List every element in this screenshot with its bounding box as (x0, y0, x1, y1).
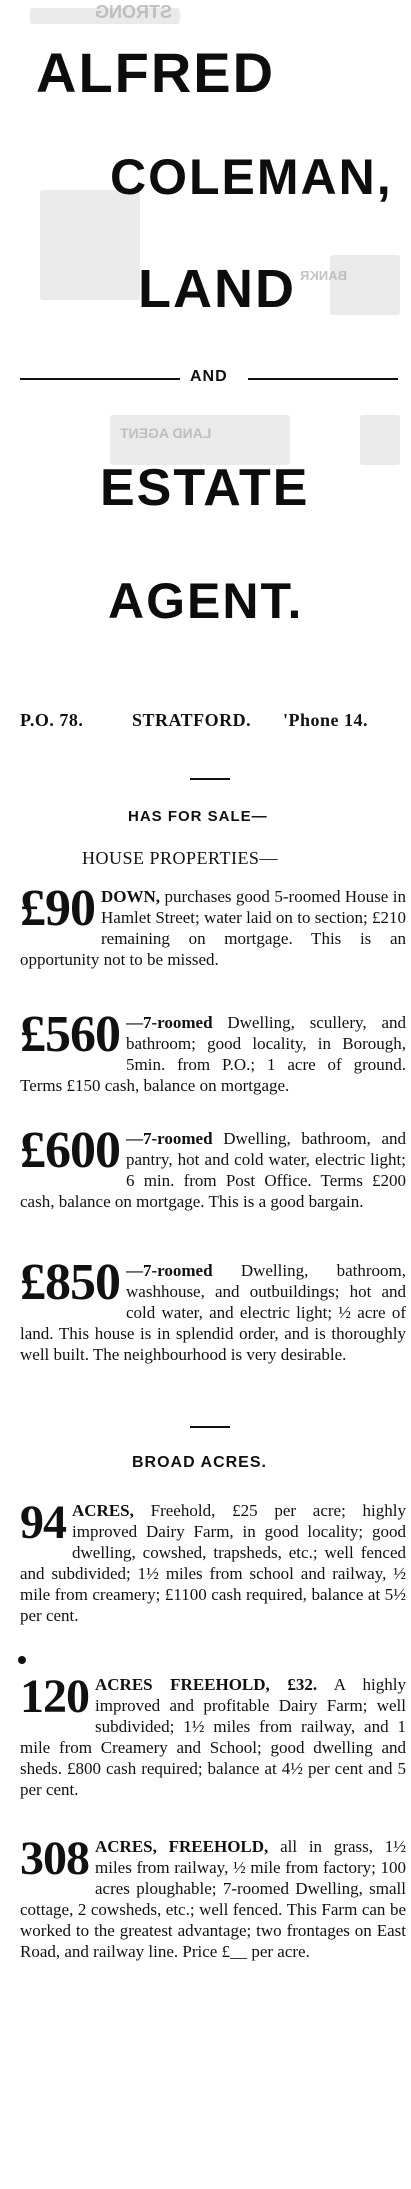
header-estate: ESTATE (100, 459, 310, 517)
ink-smudge (40, 190, 140, 300)
bleed-through-text: STRONG (95, 2, 173, 22)
header-name-first: ALFRED (36, 41, 276, 104)
bleed-through-text: LAND AGENT (120, 425, 212, 441)
ink-smudge (330, 255, 400, 315)
bleed-through-text: BANKR (300, 268, 347, 283)
listing-text: ACRES, Freehold, £25 per acre; highly improved Dairy Farm, in good locality; good dwelling, cowshed, trapsheds, etc.; well fenced and subdivided; 1½ miles from school and railway, ½ mile from creamery; £1100 cash required, balance at 5½ per cent. (20, 1501, 407, 1625)
divider-left (20, 378, 180, 380)
ink-smudge (360, 415, 400, 465)
listing-text: DOWN, purchases good 5-roomed House in Hamlet Street; water laid on to section; £210 remaining on mortgage. This is an opportunity not to be missed. (20, 887, 406, 969)
farm-listing (20, 1832, 407, 1962)
house-properties-heading: HOUSE PROPERTIES— (82, 848, 278, 868)
listing-acreage: 120 (20, 1670, 89, 1723)
header-name-last: COLEMAN, (110, 149, 393, 205)
house-listing (20, 1122, 406, 1212)
town: STRATFORD. (132, 710, 252, 730)
listing-text: ACRES FREEHOLD, £32. A highly improved and profitable Dairy Farm; well subdivided; 1½ miles from railway, and 1 mile from Creamery and School; good dwelling and sheds. £800 cash required; balance at 4½ per cent and 5 per cent. (20, 1675, 406, 1799)
farm-listing (20, 1496, 407, 1626)
listing-price: £90 (20, 880, 95, 937)
po-box: P.O. 78. (20, 710, 84, 730)
listing-text: —7-roomed Dwelling, bathroom, and pantry, hot and cold water, electric light; 6 min. from Post Office. Terms £200 cash, balance on mortgage. This is a good bargain. (20, 1129, 406, 1211)
listing-acreage: 308 (20, 1832, 89, 1885)
listing-text: —7-roomed Dwelling, scullery, and bathroom; good locality, in Borough, 5min. from P.O.; 1 acre of ground. Terms £150 cash, balance on mortgage. (20, 1013, 407, 1095)
house-listing (20, 1006, 407, 1096)
header-and: AND (190, 368, 228, 385)
for-sale-heading: HAS FOR SALE— (128, 808, 268, 825)
header-agent: AGENT. (108, 573, 304, 629)
divider-right (248, 378, 398, 380)
listing-price: £850 (20, 1254, 120, 1311)
listing-price: £600 (20, 1122, 120, 1179)
house-listing (20, 880, 406, 970)
short-divider (190, 1426, 230, 1428)
listing-text: —7-roomed Dwelling, bathroom, washhouse, and outbuildings; hot and cold water, and electric light; ½ acre of land. This house is in splendid order, and is thoroughly well built. The neighbourhood is very desirable. (20, 1261, 407, 1364)
listing-text: ACRES, FREEHOLD, all in grass, 1½ miles from railway, ½ mile from factory; 100 acres ploughable; 7-roomed Dwelling, small cottage, 2 cowsheds, etc.; well fenced. This Farm can be worked to the greatest advantage; two frontages on East Road, and railway line. Price £__ per acre. (20, 1837, 407, 1961)
short-divider (190, 778, 230, 780)
listing-price: £560 (20, 1006, 120, 1063)
header-land: LAND (138, 259, 296, 319)
house-listing (20, 1254, 407, 1365)
broad-acres-heading: BROAD ACRES. (132, 1454, 267, 1471)
farm-listing (20, 1670, 406, 1800)
listing-acreage: 94 (20, 1496, 66, 1549)
ink-mark (18, 1656, 26, 1664)
phone-number: 'Phone 14. (283, 710, 369, 730)
